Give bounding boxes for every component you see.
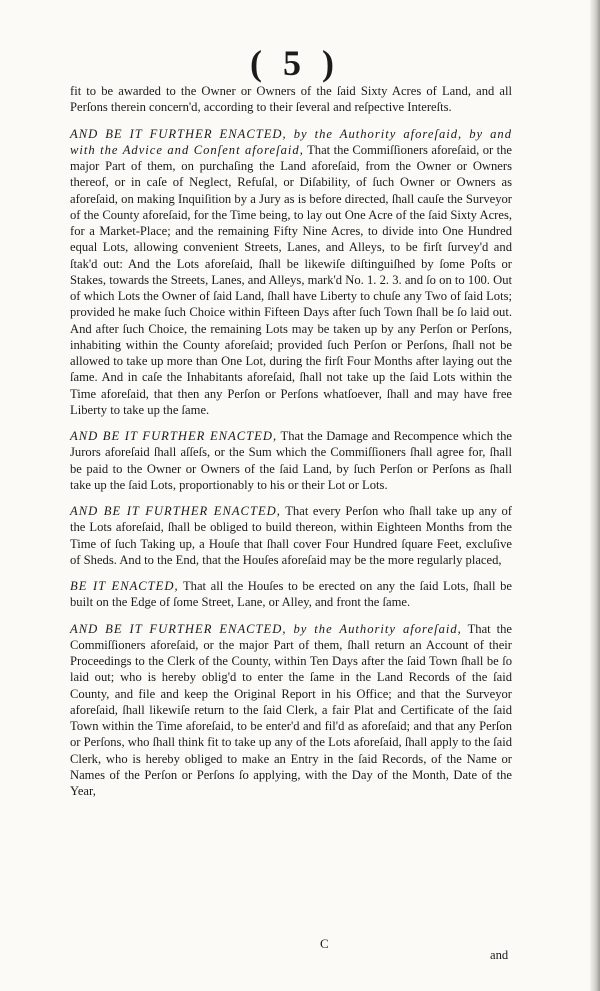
enacting-clause: AND BE IT FURTHER ENACTED, — [70, 429, 278, 443]
document-body — [70, 83, 512, 799]
enacting-clause: BE IT ENACTED, — [70, 579, 179, 593]
enacting-clause: AND BE IT FURTHER ENACTED, by the Authority aforeſaid, — [70, 621, 462, 636]
enacting-clause: AND BE IT FURTHER ENACTED, — [70, 504, 281, 518]
paragraph: AND BE IT FURTHER ENACTED, That every Perſon who ſhall take up any of the Lots aforeſaid, ſhall be obliged to build thereon, within Eighteen Months from the Time of ſuch Taking up, a Houſe that ſhall cover Four Hundred ſquare Feet, excluſive of Sheds. And to the End, that the Houſes aforeſaid may be the more regularly placed, — [70, 504, 512, 567]
page-number: ( 5 ) — [250, 43, 340, 83]
signature-mark: C — [320, 936, 329, 951]
paragraph: AND BE IT FURTHER ENACTED, by the Authority aforeſaid, by and with the Advice and Conſent aforeſaid, That the Commiſſioners aforeſaid, or the major Part of them, on purchaſing the Land aforeſaid, from the Owner or Owners thereof, or in caſe of Neglect, Refuſal, or Diſability, of ſuch Owner or Owners as aforeſaid, on making Inquiſition by a Jury as is before directed, ſhall cauſe the Surveyor of the County aforeſaid, for the Time being, to lay out One Acre of the ſaid Sixty Acres, for a Market-Place; and the remaining Fifty Nine Acres, to divide into One Hundred equal Lots, allowing convenient Streets, Lanes, and Alleys, to be firſt ſurvey'd and ſtak'd out: And the Lots aforeſaid, ſhall be likewiſe diſtinguiſhed by ſome Poſts or Stakes, towards the Streets, Lanes, and Alleys, mark'd No. 1. 2. 3. and ſo on to 100. Out of which Lots the Owner of ſaid Land, ſhall have Liberty to chuſe any Two of ſaid Lots; provided he make ſuch Choice within Fifteen Days after ſuch Town ſhall be ſo laid out. And after ſuch Choice, the remaining Lots may be taken up by any Perſon or Perſons, inhabiting within the County aforeſaid; provided ſuch Perſon or Perſons, ſhall not be allowed to take up more than One Lot, during the firſt Four Months after laying out the ſame. And in caſe the Inhabitants aforeſaid, ſhall not take up the ſaid Lots within the Time aforeſaid, that then any Perſon or Perſons whatſoever, ſhall and may have free Liberty to take up the ſame. — [70, 126, 513, 417]
enacting-clause: AND BE IT FURTHER ENACTED, by the Authority aforeſaid, by and with the Advice and Conſent aforeſaid, — [70, 126, 512, 157]
paragraph: fit to be awarded to the Owner or Owners of the ſaid Sixty Acres of Land, and all Perſons therein concern'd, according to their ſeveral and reſpective Intereſts. — [70, 84, 512, 115]
paragraph: AND BE IT FURTHER ENACTED, by the Authority aforeſaid, That the Commiſſioners aforeſaid, or the major Part of them, ſhall return an Account of their Proceedings to the Clerk of the County, within Ten Days after the ſaid Town ſhall be ſo laid out; who is hereby oblig'd to enter the ſame in the Land Records of the ſaid County, and file and keep the Original Report in his Office; and that the Surveyor aforeſaid, ſhall likewiſe return to the ſaid Clerk, a fair Plat and Certificate of the ſaid Town within the Time aforeſaid, to be enter'd and fil'd as aforeſaid; and that any Perſon or Perſons, who ſhall think fit to take up any of the Lots aforeſaid, ſhall apply to the ſaid Clerk, who is hereby obliged to make an Entry in the ſaid Records, of the Name or Names of the Perſon or Perſons ſo applying, with the Day of the Month, Date of the Year, — [70, 621, 513, 798]
catchword: and — [490, 948, 509, 962]
paragraph: AND BE IT FURTHER ENACTED, That the Damage and Recompence which the Jurors aforeſaid ſhall aſſeſs, or the Sum which the Commiſſioners ſhall agree for, ſhall be paid to the Owner or Owners of the ſaid Land, by ſuch Perſon or Perſons as ſhall take up the ſaid Lots, proportionably to his or their Lot or Lots. — [70, 429, 512, 492]
page-edge-shadow — [590, 0, 600, 991]
paragraph: BE IT ENACTED, That all the Houſes to be erected on any the ſaid Lots, ſhall be built on the Edge of ſome Street, Lane, or Alley, and front the ſame. — [70, 579, 512, 610]
